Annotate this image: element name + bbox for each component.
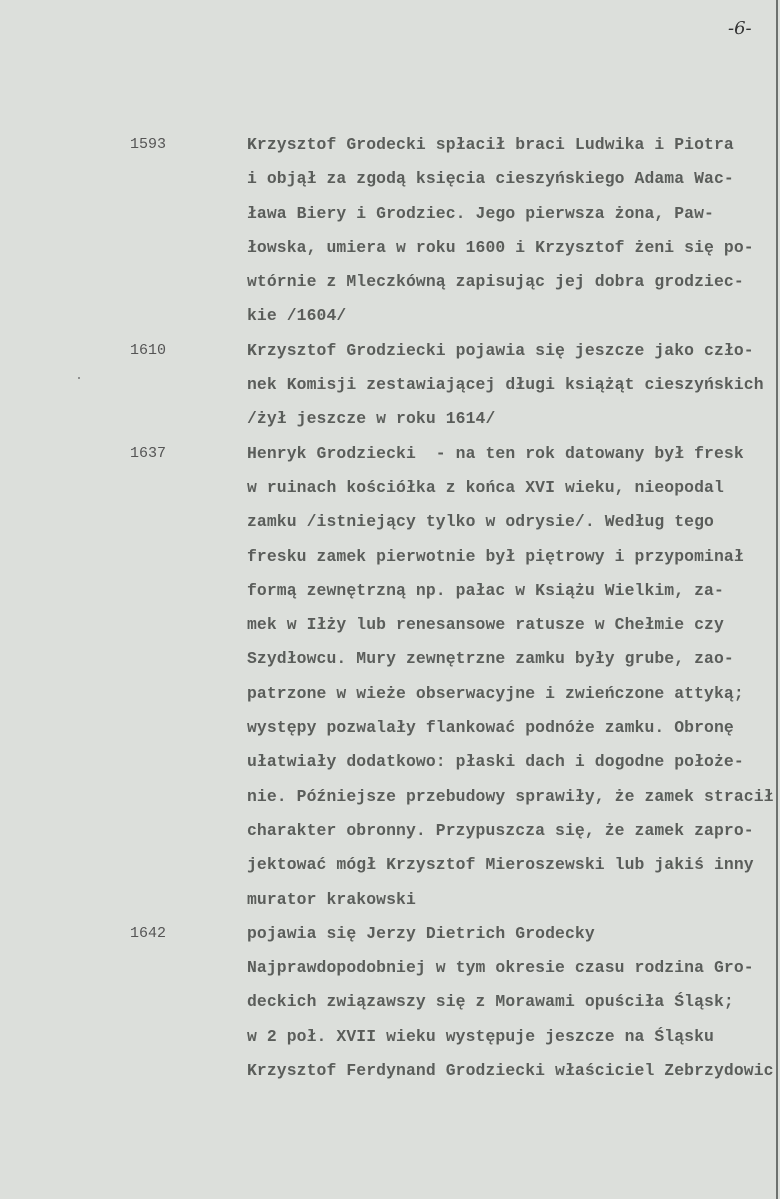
- entry-year: 1593: [130, 136, 167, 153]
- text-line: wtórnie z Mleczkówną zapisując jej dobra grodziec-: [247, 272, 744, 292]
- document-body: [0, 128, 780, 1088]
- chronology-entry: [0, 917, 780, 1088]
- text-line: Krzysztof Grodecki spłacił braci Ludwika i Piotra: [247, 135, 734, 154]
- text-line: łowska, umiera w roku 1600 i Krzysztof żeni się po-: [247, 237, 754, 257]
- text-line: zamku /istniejący tylko w odrysie/. Według tego: [247, 512, 714, 532]
- chronology-entry: [0, 334, 780, 437]
- chronology-entry: [0, 128, 780, 334]
- text-line: deckich związawszy się z Morawami opuściła Śląsk;: [247, 992, 734, 1012]
- text-line: w 2 poł. XVII wieku występuje jeszcze na Śląsku: [247, 1026, 714, 1046]
- text-line: Henryk Grodziecki - na ten rok datowany był fresk: [247, 443, 744, 463]
- text-line: formą zewnętrzną np. pałac w Książu Wielkim, za-: [247, 580, 724, 600]
- text-line: /żył jeszcze w roku 1614/: [247, 409, 496, 429]
- entry-year: 1637: [130, 444, 167, 462]
- text-line: murator krakowski: [247, 889, 416, 909]
- text-line: w ruinach kościółka z końca XVI wieku, nieopodal: [247, 477, 724, 497]
- page-number: -6-: [728, 18, 752, 39]
- text-line: występy pozwalały flankować podnóże zamku. Obronę: [247, 718, 734, 738]
- text-line: jektować mógł Krzysztof Mieroszewski lub jakiś inny: [247, 855, 754, 875]
- text-line: Najprawdopodobniej w tym okresie czasu rodzina Gro-: [247, 958, 754, 978]
- chronology-entry: [0, 437, 780, 917]
- entry-text: [247, 437, 780, 917]
- text-line: ława Biery i Grodziec. Jego pierwsza żona, Paw-: [247, 203, 714, 223]
- text-line: kie /1604/: [247, 306, 347, 326]
- text-line: Szydłowcu. Mury zewnętrzne zamku były grube, zao-: [247, 649, 734, 669]
- entry-text: [247, 917, 780, 1088]
- text-line: pojawia się Jerzy Dietrich Grodecky: [247, 923, 595, 943]
- text-line: nek Komisji zestawiającej długi książąt cieszyńskich: [247, 375, 764, 395]
- text-line: i objął za zgodą księcia cieszyńskiego Adama Wac-: [247, 169, 734, 189]
- text-line: mek w Iłży lub renesansowe ratusze w Chełmie czy: [247, 615, 724, 635]
- entry-year: 1610: [130, 341, 167, 359]
- entry-text: [247, 128, 780, 334]
- text-line: ułatwiały dodatkowo: płaski dach i dogodne położe-: [247, 752, 744, 772]
- entry-text: [247, 334, 780, 437]
- text-line: nie. Późniejsze przebudowy sprawiły, że zamek stracił: [247, 786, 774, 806]
- entry-year: 1642: [130, 924, 167, 942]
- text-line: fresku zamek pierwotnie był piętrowy i przypominał: [247, 546, 744, 566]
- text-line: Krzysztof Grodziecki pojawia się jeszcze jako czło-: [247, 340, 754, 360]
- text-line: patrzone w wieże obserwacyjne i zwieńczone attyką;: [247, 683, 744, 703]
- text-line: Krzysztof Ferdynand Grodziecki właściciel Zebrzydowic: [247, 1061, 774, 1081]
- text-line: charakter obronny. Przypuszcza się, że zamek zapro-: [247, 820, 754, 840]
